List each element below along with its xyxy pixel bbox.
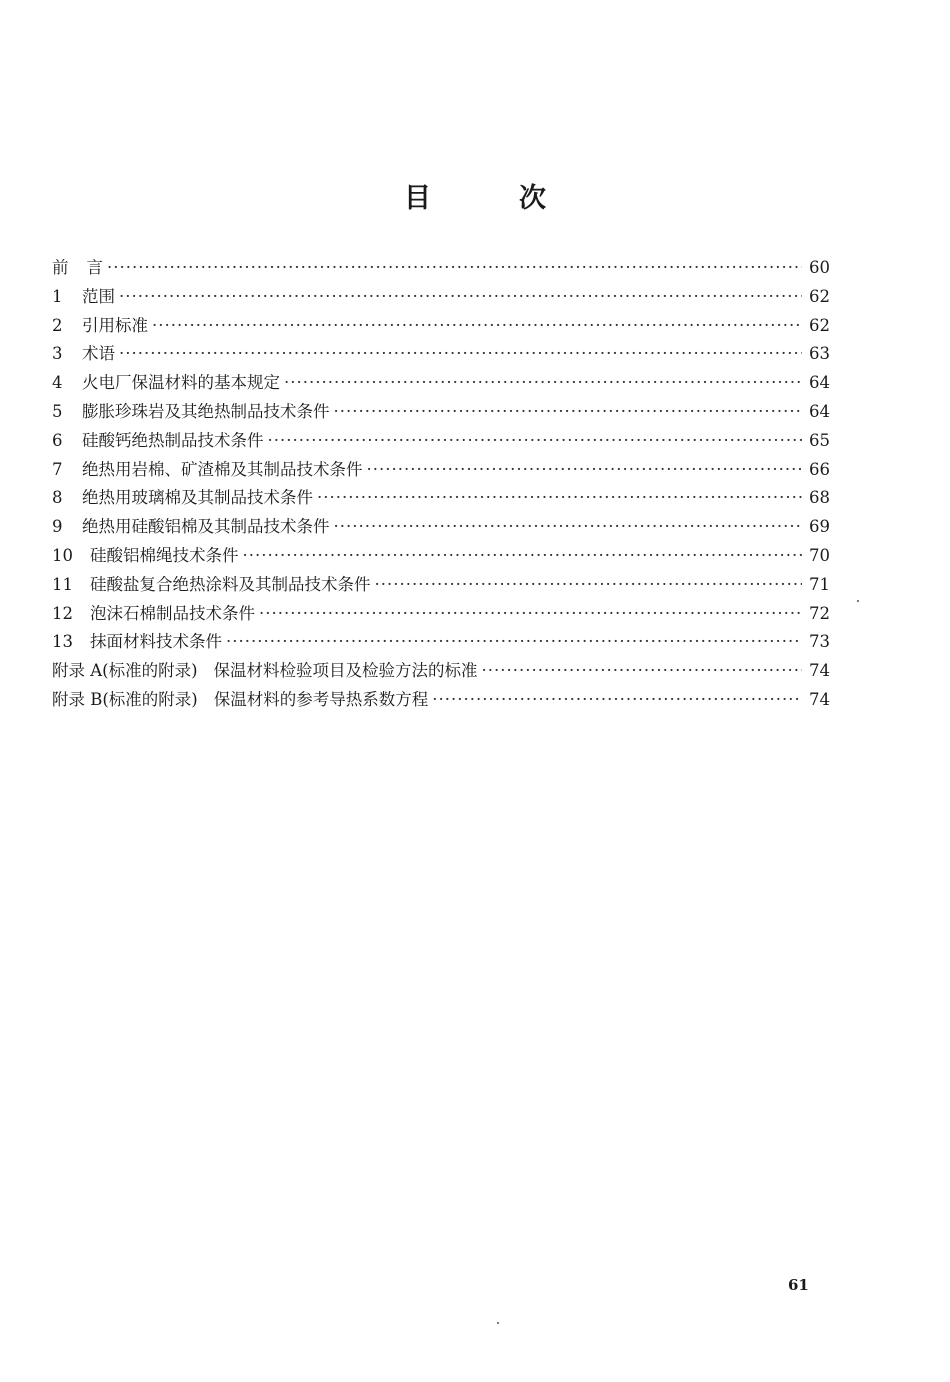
toc-dot-leader xyxy=(259,600,802,629)
toc-entry-page: 71 xyxy=(809,574,830,594)
toc-dot-leader xyxy=(107,254,802,283)
toc-entry-title xyxy=(52,657,478,686)
toc-entry-foreword[interactable] xyxy=(52,254,830,283)
toc-entry-5[interactable] xyxy=(52,398,830,427)
toc-entry-title: 引用标准 xyxy=(82,315,148,335)
toc-entry-page: 72 xyxy=(809,603,830,623)
toc-entry-number: 5 xyxy=(52,401,63,421)
toc-entry-7[interactable] xyxy=(52,456,830,485)
page-title-char-2: 次 xyxy=(519,183,546,214)
toc-entry-title: 火电厂保温材料的基本规定 xyxy=(82,373,280,393)
toc-entry-13[interactable] xyxy=(52,628,830,657)
toc-entry-9[interactable] xyxy=(52,513,830,542)
toc-entry-page: 62 xyxy=(809,315,830,335)
toc-entry-11[interactable] xyxy=(52,571,830,600)
toc-dot-leader xyxy=(268,427,803,456)
table-of-contents xyxy=(52,254,830,715)
toc-entry-number: 7 xyxy=(52,459,63,479)
toc-dot-leader xyxy=(334,513,803,542)
toc-dot-leader xyxy=(243,542,803,571)
page-title xyxy=(0,176,950,215)
toc-entry-title: 绝热用岩棉、矿渣棉及其制品技术条件 xyxy=(82,459,363,479)
toc-dot-leader xyxy=(375,571,803,600)
toc-entry-1[interactable] xyxy=(52,283,830,312)
page-title-char-1: 目 xyxy=(404,183,431,214)
toc-entry-title: 前 言 xyxy=(52,258,103,277)
toc-entry-title: 泡沫石棉制品技术条件 xyxy=(90,603,255,623)
toc-entry-number: 1 xyxy=(52,286,63,306)
toc-dot-leader xyxy=(482,657,802,686)
toc-entry-page: 64 xyxy=(809,373,830,393)
toc-entry-3[interactable] xyxy=(52,340,830,369)
toc-entry-page: 62 xyxy=(809,286,830,306)
toc-entry-12[interactable] xyxy=(52,600,830,629)
toc-dot-leader xyxy=(119,340,802,369)
toc-entry-page: 68 xyxy=(809,488,830,508)
toc-entry-number: 6 xyxy=(52,430,63,450)
toc-entry-number: 10 xyxy=(52,545,73,565)
toc-entry-number: 8 xyxy=(52,488,63,508)
toc-entry-number: 9 xyxy=(52,517,63,537)
toc-entry-title: 抹面材料技术条件 xyxy=(90,632,222,652)
toc-entry-10[interactable] xyxy=(52,542,830,571)
toc-entry-page: 73 xyxy=(809,632,830,652)
toc-entry-number: 11 xyxy=(52,574,73,594)
toc-entry-title: 硅酸钙绝热制品技术条件 xyxy=(82,430,264,450)
appendix-tag: 附录 A(标准的附录) xyxy=(52,661,198,681)
toc-entry-page: 63 xyxy=(809,344,830,364)
toc-dot-leader xyxy=(284,369,802,398)
toc-entry-title: 膨胀珍珠岩及其绝热制品技术条件 xyxy=(82,401,330,421)
page-number: 61 xyxy=(788,1276,809,1294)
appendix-tag: 附录 B(标准的附录) xyxy=(52,689,198,709)
toc-entry-title: 绝热用硅酸铝棉及其制品技术条件 xyxy=(82,517,330,537)
toc-entry-number: 2 xyxy=(52,315,63,335)
toc-dot-leader xyxy=(226,628,802,657)
appendix-title: 保温材料的参考导热系数方程 xyxy=(213,689,429,709)
toc-entry-appendix-b[interactable] xyxy=(52,686,830,715)
toc-entry-4[interactable] xyxy=(52,369,830,398)
toc-entry-2[interactable] xyxy=(52,312,830,341)
toc-entry-number: 3 xyxy=(52,344,63,364)
toc-entry-page: 74 xyxy=(809,689,830,709)
toc-entry-appendix-a[interactable] xyxy=(52,657,830,686)
toc-entry-6[interactable] xyxy=(52,427,830,456)
toc-entry-title: 范围 xyxy=(82,286,115,306)
toc-entry-page: 70 xyxy=(809,545,830,565)
toc-entry-page: 65 xyxy=(809,430,830,450)
toc-entry-8[interactable] xyxy=(52,484,830,513)
toc-dot-leader xyxy=(334,398,803,427)
toc-entry-page: 64 xyxy=(809,401,830,421)
toc-dot-leader xyxy=(152,312,802,341)
toc-entry-title: 术语 xyxy=(82,344,115,364)
toc-dot-leader xyxy=(367,456,803,485)
toc-entry-page: 69 xyxy=(809,517,830,537)
toc-entry-page: 66 xyxy=(809,459,830,479)
toc-entry-title: 绝热用玻璃棉及其制品技术条件 xyxy=(82,488,313,508)
toc-entry-title: 硅酸铝棉绳技术条件 xyxy=(90,545,239,565)
toc-entry-title: 硅酸盐复合绝热涂料及其制品技术条件 xyxy=(90,574,371,594)
toc-entry-number: 12 xyxy=(52,603,73,623)
scan-speck xyxy=(497,1322,499,1324)
toc-entry-page: 60 xyxy=(809,258,830,277)
toc-dot-leader xyxy=(317,484,802,513)
toc-entry-title xyxy=(52,686,428,715)
toc-dot-leader xyxy=(119,283,802,312)
toc-entry-number: 13 xyxy=(52,632,73,652)
toc-entry-number: 4 xyxy=(52,373,63,393)
appendix-title: 保温材料检验项目及检验方法的标准 xyxy=(213,661,478,681)
toc-entry-page: 74 xyxy=(809,661,830,681)
toc-dot-leader xyxy=(432,686,802,715)
scan-speck xyxy=(857,600,859,602)
